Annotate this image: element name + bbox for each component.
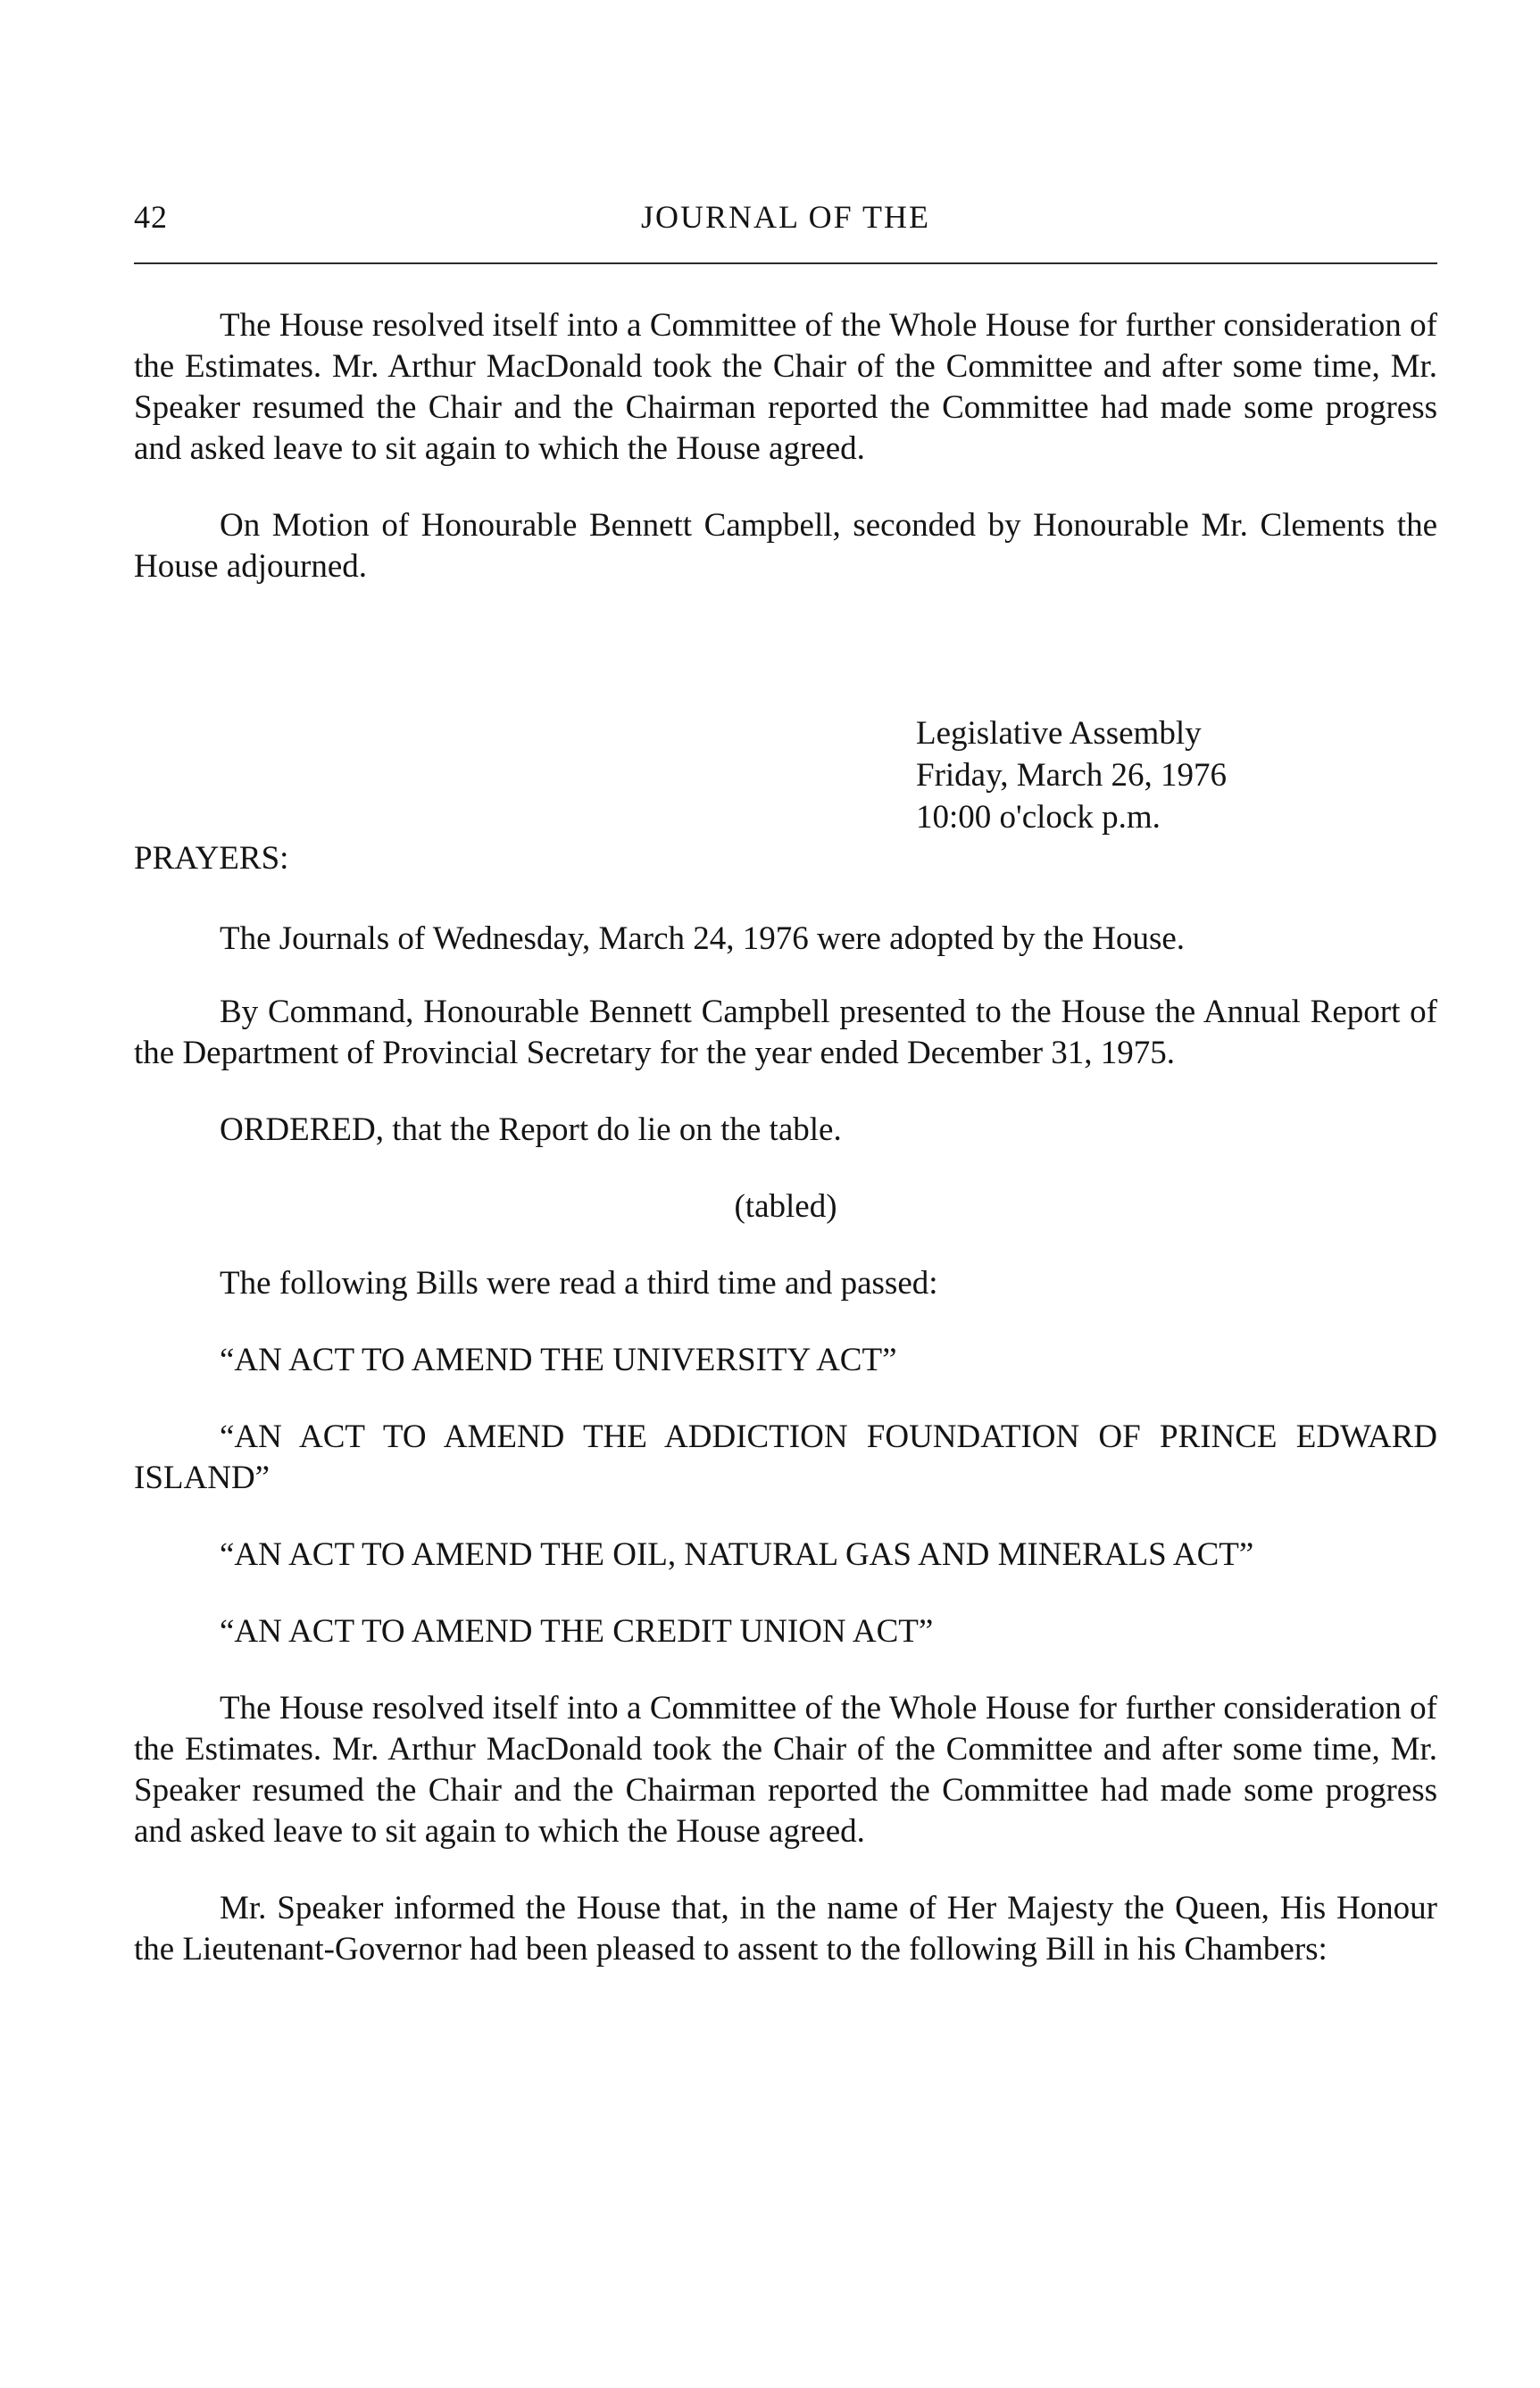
committee-paragraph: The House resolved itself into a Committee of the Whole House for further consideration of the Estimates. Mr. Arthur MacDonald took the Chair of the Committee and after some time, Mr. Speaker resumed the Chair and the Chairman reported the Committee had made some progress and asked leave to sit again to which the House agreed. [134, 307, 1437, 467]
journals-adopted-paragraph: The Journals of Wednesday, March 24, 1976 were adopted by the House. [220, 920, 1186, 957]
committee-paragraph-second: The House resolved itself into a Committee of the Whole House for further consideration of the Estimates. Mr. Arthur MacDonald took the Chair of the Committee and after some time, Mr. Speaker resumed the Chair and the Chairman reported the Committee had made some progress and asked leave to sit again to which the House agreed. [134, 1690, 1437, 1850]
dateline-date: Friday, March 26, 1976 [916, 757, 1228, 794]
dateline-time: 10:00 o'clock p.m. [916, 799, 1161, 836]
running-head [134, 198, 1437, 245]
bill-item: “AN ACT TO AMEND THE OIL, NATURAL GAS AND MINERALS ACT” [220, 1536, 1254, 1573]
ordered-paragraph: ORDERED, that the Report do lie on the table. [220, 1111, 842, 1148]
annual-report-paragraph: By Command, Honourable Bennett Campbell presented to the House the Annual Report of the Department of Provincial Secretary for the year ended December 31, 1975. [134, 994, 1437, 1071]
bill-item: “AN ACT TO AMEND THE UNIVERSITY ACT” [220, 1342, 897, 1378]
journal-body [134, 305, 1437, 1970]
royal-assent-paragraph: Mr. Speaker informed the House that, in the name of Her Majesty the Queen, His Honour the Lieutenant-Governor had been pleased to assent to the following Bill in his Chambers: [134, 1890, 1437, 1968]
header-rule [134, 262, 1437, 264]
page-number: 42 [134, 199, 168, 235]
bill-item: “AN ACT TO AMEND THE ADDICTION FOUNDATION OF PRINCE EDWARD ISLAND” [134, 1419, 1437, 1496]
bills-intro-paragraph: The following Bills were read a third time and passed: [220, 1265, 938, 1302]
dateline-assembly: Legislative Assembly [916, 715, 1202, 752]
journal-title: JOURNAL OF THE [640, 199, 930, 235]
prayers-heading: PRAYERS: [134, 840, 289, 877]
adjournment-paragraph: On Motion of Honourable Bennett Campbell, seconded by Honourable Mr. Clements the House adjourned. [134, 507, 1437, 585]
tabled-note: (tabled) [734, 1188, 837, 1225]
bill-item: “AN ACT TO AMEND THE CREDIT UNION ACT” [220, 1613, 934, 1650]
sitting-dateline [916, 712, 1437, 838]
